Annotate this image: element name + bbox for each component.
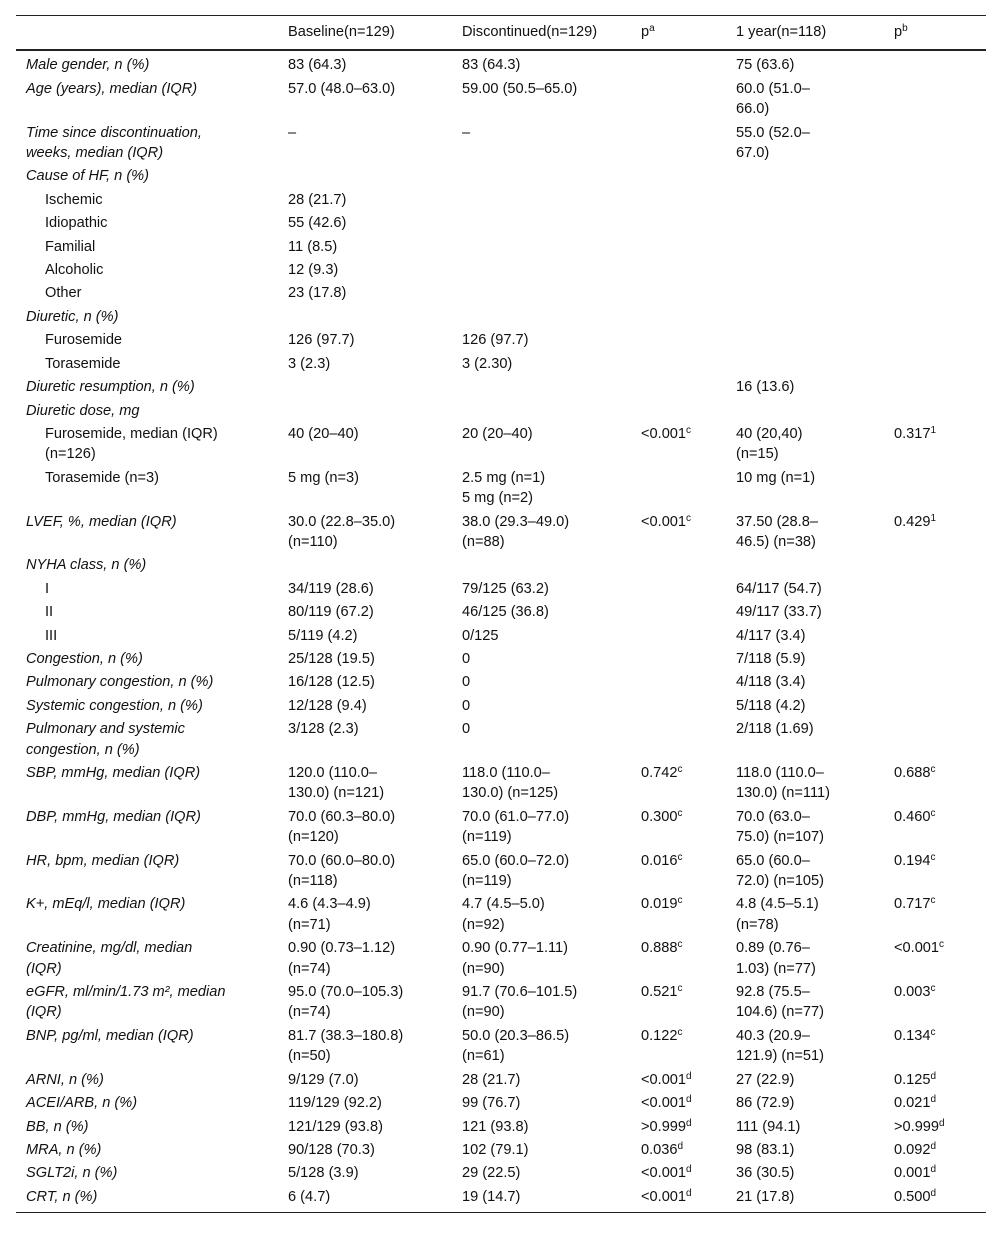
table-cell: 0/125 [462, 627, 499, 644]
table-cell: 50.0 (20.3–86.5) (n=61) [462, 1027, 570, 1065]
table-cell [631, 212, 726, 235]
table-cell [452, 189, 631, 212]
table-cell [631, 578, 726, 601]
table-cell: >0.999$^d$ [641, 1117, 692, 1135]
row-label: ACEI/ARB, n (%) [26, 1095, 138, 1112]
row-label: Alcoholic [45, 262, 104, 279]
table-cell: <0.001$^c$ [641, 512, 692, 530]
table-cell: 2/118 (1.69) [736, 721, 814, 738]
table-cell [726, 353, 884, 376]
table-cell: – [288, 124, 297, 141]
table-row [16, 353, 986, 376]
row-label: Torasemide [45, 355, 121, 372]
table-cell: 0.016$^c$ [641, 851, 683, 869]
table-cell: 16 (13.6) [736, 379, 795, 396]
header-cell-baseline: Baseline(n=129) [288, 24, 395, 40]
table-row [16, 806, 986, 850]
table-cell: 12 (9.3) [288, 262, 339, 279]
table-cell: 70.0 (60.0–80.0) (n=118) [288, 852, 396, 890]
table-cell: 40 (20,40) (n=15) [736, 425, 803, 463]
row-label: Torasemide (n=3) [45, 469, 159, 486]
table-cell [884, 259, 986, 282]
table-cell [631, 50, 726, 77]
table-cell: <0.001$^d$ [641, 1187, 692, 1205]
table-cell: 36 (30.5) [736, 1165, 795, 1182]
table-row [16, 306, 986, 329]
table-row [16, 1162, 986, 1185]
table-cell: 0.742$^c$ [641, 764, 683, 781]
table-cell [452, 400, 631, 423]
table-cell: 0.429$^1$ [894, 512, 937, 530]
table-row [16, 189, 986, 212]
table-cell [631, 306, 726, 329]
table-cell: 20 (20–40) [462, 425, 533, 442]
table-cell: 121 (93.8) [462, 1118, 529, 1135]
table-cell: <0.001$^d$ [641, 1164, 692, 1182]
table-cell: 83 (64.3) [288, 57, 347, 74]
table-cell [884, 165, 986, 188]
table-cell [631, 400, 726, 423]
table-cell: 49/117 (33.7) [736, 604, 822, 621]
table-cell: 98 (83.1) [736, 1141, 795, 1158]
table-cell: 95.0 (70.0–105.3) (n=74) [288, 984, 404, 1021]
table-cell: 0.036$^d$ [641, 1140, 684, 1158]
table-cell [884, 601, 986, 624]
table-cell: 92.8 (75.5– 104.6) (n=77) [736, 984, 825, 1021]
table-row [16, 423, 986, 467]
table-cell: 65.0 (60.0– 72.0) (n=105) [736, 852, 825, 890]
table-cell: 57.0 (48.0–63.0) [288, 80, 396, 97]
table-cell [631, 648, 726, 671]
row-label: II [45, 604, 54, 621]
table-row [16, 1092, 986, 1115]
row-label: NYHA class, n (%) [26, 557, 147, 574]
table-row [16, 937, 986, 981]
table-cell [884, 353, 986, 376]
table-cell: 0.019$^c$ [641, 895, 683, 913]
header-cell-p-a: $p^a$ [641, 23, 655, 40]
row-label: Furosemide, median (IQR) (n=126) [45, 425, 218, 463]
table-cell: 21 (17.8) [736, 1188, 795, 1205]
table-cell: 126 (97.7) [462, 332, 529, 349]
table-cell [726, 554, 884, 577]
table-cell [884, 578, 986, 601]
table-row [16, 282, 986, 305]
table-row [16, 1139, 986, 1162]
row-label: Familial [45, 238, 96, 255]
table-cell: 70.0 (63.0– 75.0) (n=107) [736, 808, 825, 846]
header-row [16, 16, 986, 51]
table-cell: 120.0 (110.0– 130.0) (n=121) [288, 765, 385, 802]
table-cell [452, 554, 631, 577]
row-label: Creatinine, mg/dl, median (IQR) [26, 940, 193, 977]
table-cell [631, 671, 726, 694]
table-cell [884, 695, 986, 718]
row-label: SGLT2i, n (%) [26, 1165, 118, 1182]
table-cell [452, 236, 631, 259]
table-cell: 60.0 (51.0– 66.0) [736, 80, 810, 118]
table-cell: 5 mg (n=3) [288, 469, 359, 486]
table-cell: 4/117 (3.4) [736, 627, 806, 644]
table-cell: 5/118 (4.2) [736, 697, 806, 714]
table-cell: 0 [462, 697, 471, 714]
table-cell: 0.90 (0.77–1.11) (n=90) [462, 940, 569, 977]
table-row [16, 601, 986, 624]
table-cell: 0.021$^d$ [894, 1094, 937, 1112]
table-cell: 0.122$^c$ [641, 1026, 683, 1044]
table-row [16, 400, 986, 423]
row-label: BB, n (%) [26, 1118, 89, 1135]
table-cell [278, 306, 452, 329]
table-cell: 0 [462, 674, 471, 691]
row-label: Cause of HF, n (%) [26, 168, 150, 185]
table-cell [884, 671, 986, 694]
table-cell [884, 189, 986, 212]
table-cell [452, 282, 631, 305]
row-label: Diuretic dose, mg [26, 402, 140, 419]
table-cell: 79/125 (63.2) [462, 580, 549, 597]
table-cell: 70.0 (61.0–77.0) (n=119) [462, 808, 570, 846]
table-row [16, 1025, 986, 1069]
table-cell: 19 (14.7) [462, 1188, 521, 1205]
table-cell [452, 306, 631, 329]
table-cell [631, 78, 726, 122]
table-cell: 0.001$^d$ [894, 1164, 937, 1182]
table-row [16, 1186, 986, 1213]
table-cell: 102 (79.1) [462, 1141, 529, 1158]
row-label: DBP, mmHg, median (IQR) [26, 808, 201, 825]
table-cell: 0.688$^c$ [894, 764, 936, 781]
table-cell [884, 236, 986, 259]
row-label: BNP, pg/ml, median (IQR) [26, 1027, 194, 1044]
table-cell [452, 376, 631, 399]
table-cell: 86 (72.9) [736, 1095, 795, 1112]
table-row [16, 329, 986, 352]
table-cell: 0.717$^c$ [894, 895, 936, 913]
table-row [16, 122, 986, 166]
table-cell: 9/129 (7.0) [288, 1071, 359, 1088]
table-cell: 37.50 (28.8– 46.5) (n=38) [736, 513, 818, 550]
table-cell: 118.0 (110.0– 130.0) (n=111) [736, 765, 830, 802]
table-cell: 6 (4.7) [288, 1188, 331, 1205]
table-cell [631, 601, 726, 624]
header-cell-0 [16, 16, 278, 51]
table-cell: 11 (8.5) [288, 238, 338, 255]
table-cell: 83 (64.3) [462, 57, 521, 74]
table-cell: 0.460$^c$ [894, 807, 936, 825]
table-cell: 55.0 (52.0– 67.0) [736, 124, 810, 162]
table-cell: 0.888$^c$ [641, 939, 683, 957]
table-row [16, 671, 986, 694]
table-cell: 0.500$^d$ [894, 1187, 937, 1205]
table-cell [884, 329, 986, 352]
table-cell [726, 165, 884, 188]
row-label: Congestion, n (%) [26, 650, 143, 667]
table-cell [726, 329, 884, 352]
table-cell: >0.999$^d$ [894, 1117, 945, 1135]
table-row [16, 554, 986, 577]
table-row [16, 50, 986, 77]
row-label: Pulmonary congestion, n (%) [26, 674, 214, 691]
table-row [16, 236, 986, 259]
table-cell: 75 (63.6) [736, 57, 795, 74]
table-cell [631, 353, 726, 376]
table-cell: 119/129 (92.2) [288, 1095, 382, 1112]
data-table [16, 15, 986, 1213]
table-cell: <0.001$^c$ [894, 939, 945, 957]
table-cell: 0.317$^1$ [894, 424, 937, 442]
table-cell [884, 648, 986, 671]
table-cell: 40 (20–40) [288, 425, 359, 442]
table-row [16, 718, 986, 762]
table-cell: 29 (22.5) [462, 1165, 521, 1182]
table-cell [631, 165, 726, 188]
table-cell [631, 376, 726, 399]
table-cell: 27 (22.9) [736, 1071, 795, 1088]
row-label: Male gender, n (%) [26, 57, 150, 74]
table-cell [726, 282, 884, 305]
table-cell [884, 78, 986, 122]
row-label: ARNI, n (%) [26, 1071, 104, 1088]
table-cell: 3/128 (2.3) [288, 721, 359, 738]
table-cell: 23 (17.8) [288, 285, 347, 302]
table-cell [278, 554, 452, 577]
table-cell: 7/118 (5.9) [736, 650, 806, 667]
table-cell [631, 695, 726, 718]
table-row [16, 893, 986, 937]
table-cell [631, 282, 726, 305]
table-cell: 0.300$^c$ [641, 807, 683, 825]
table-cell [726, 189, 884, 212]
table-row [16, 467, 986, 511]
table-cell [278, 400, 452, 423]
table-cell [884, 212, 986, 235]
table-cell [452, 165, 631, 188]
table-cell: 40.3 (20.9– 121.9) (n=51) [736, 1027, 825, 1065]
row-label: Other [45, 285, 82, 302]
row-label: LVEF, %, median (IQR) [26, 513, 177, 530]
table-cell [726, 236, 884, 259]
table-cell: 0 [462, 721, 471, 738]
table-cell [726, 259, 884, 282]
table-cell [884, 625, 986, 648]
header-cell-one-year: 1 year(n=118) [736, 24, 827, 40]
table-cell: 59.00 (50.5–65.0) [462, 80, 578, 97]
table-cell [884, 718, 986, 762]
row-label: eGFR, ml/min/1.73 m², median (IQR) [26, 984, 226, 1021]
table-cell: 0 [462, 650, 471, 667]
table-cell [452, 259, 631, 282]
table-row [16, 1069, 986, 1092]
table-cell: 4.8 (4.5–5.1) (n=78) [736, 896, 819, 933]
table-cell: 0.092$^d$ [894, 1140, 937, 1158]
table-cell: 126 (97.7) [288, 332, 355, 349]
table-cell [726, 400, 884, 423]
table-cell: 0.194$^c$ [894, 851, 936, 869]
table-row [16, 981, 986, 1025]
table-cell [278, 165, 452, 188]
table-cell: 30.0 (22.8–35.0) (n=110) [288, 513, 396, 550]
table-cell: 81.7 (38.3–180.8) (n=50) [288, 1027, 404, 1065]
table-row [16, 648, 986, 671]
table-cell [631, 625, 726, 648]
table-cell: 90/128 (70.3) [288, 1141, 375, 1158]
table-cell: <0.001$^d$ [641, 1094, 692, 1112]
table-cell: 121/129 (93.8) [288, 1118, 383, 1135]
table-cell: 65.0 (60.0–72.0) (n=119) [462, 852, 570, 890]
row-label: III [45, 627, 58, 644]
table-cell: 25/128 (19.5) [288, 650, 375, 667]
table-cell: 5/119 (4.2) [288, 627, 358, 644]
row-label: MRA, n (%) [26, 1141, 102, 1158]
table-cell: 16/128 (12.5) [288, 674, 375, 691]
row-label: Diuretic resumption, n (%) [26, 379, 195, 396]
table-cell: 55 (42.6) [288, 215, 347, 232]
table-cell [631, 718, 726, 762]
table-body [16, 50, 986, 1212]
table-cell: 3 (2.3) [288, 355, 331, 372]
table-cell: 0.125$^d$ [894, 1070, 937, 1088]
table-cell [884, 306, 986, 329]
table-row [16, 511, 986, 555]
row-label: SBP, mmHg, median (IQR) [26, 765, 201, 781]
row-label: Age (years), median (IQR) [26, 80, 198, 97]
table-cell: 0.003$^c$ [894, 983, 936, 1001]
table-cell: 99 (76.7) [462, 1095, 521, 1112]
table-cell: 4.7 (4.5–5.0) (n=92) [462, 896, 545, 933]
table-cell: 38.0 (29.3–49.0) (n=88) [462, 513, 570, 550]
table-row [16, 259, 986, 282]
table-cell: 28 (21.7) [462, 1071, 521, 1088]
row-label: Time since discontinuation, weeks, median (IQR) [26, 124, 202, 162]
table-cell: 3 (2.30) [462, 355, 513, 372]
table-cell: 0.521$^c$ [641, 983, 683, 1001]
table-cell: 70.0 (60.3–80.0) (n=120) [288, 808, 396, 846]
table-cell: 64/117 (54.7) [736, 580, 822, 597]
table-cell: 118.0 (110.0– 130.0) (n=125) [462, 765, 559, 802]
row-label: Pulmonary and systemic congestion, n (%) [26, 721, 185, 758]
table-cell [631, 259, 726, 282]
table-cell: 12/128 (9.4) [288, 697, 367, 714]
table-cell [726, 306, 884, 329]
table-cell [884, 50, 986, 77]
row-label: Idiopathic [45, 215, 108, 232]
table-cell [631, 329, 726, 352]
table-cell: 80/119 (67.2) [288, 604, 374, 621]
table-cell [726, 212, 884, 235]
row-label: CRT, n (%) [26, 1188, 98, 1205]
table-row [16, 625, 986, 648]
row-label: Diuretic, n (%) [26, 308, 119, 325]
table-cell: 10 mg (n=1) [736, 469, 816, 486]
table-cell: 5/128 (3.9) [288, 1165, 359, 1182]
table-cell: 34/119 (28.6) [288, 580, 374, 597]
table-row [16, 1116, 986, 1139]
row-label: Furosemide [45, 332, 123, 349]
table-cell [278, 376, 452, 399]
table-cell: 46/125 (36.8) [462, 604, 549, 621]
table-cell: <0.001$^c$ [641, 424, 692, 442]
row-label: K+, mEq/l, median (IQR) [26, 896, 186, 913]
table-cell [631, 122, 726, 166]
table-cell: 0.89 (0.76– 1.03) (n=77) [736, 940, 816, 977]
table-cell [884, 282, 986, 305]
table-row [16, 376, 986, 399]
header-cell-discontinued: Discontinued(n=129) [462, 24, 598, 40]
table-cell: 4/118 (3.4) [736, 674, 806, 691]
table-cell: <0.001$^d$ [641, 1070, 692, 1088]
table-cell [884, 376, 986, 399]
table-container [16, 15, 986, 1213]
row-label: Systemic congestion, n (%) [26, 697, 203, 714]
table-row [16, 78, 986, 122]
table-cell: 2.5 mg (n=1) 5 mg (n=2) [462, 469, 546, 507]
table-cell: 0.90 (0.73–1.12) (n=74) [288, 940, 396, 977]
table-cell [631, 554, 726, 577]
table-cell [884, 400, 986, 423]
header-cell-p-b: $p^b$ [894, 23, 908, 40]
row-label: HR, bpm, median (IQR) [26, 852, 180, 869]
table-cell [631, 467, 726, 511]
table-cell [631, 189, 726, 212]
table-row [16, 695, 986, 718]
table-cell [884, 122, 986, 166]
row-label: I [45, 580, 50, 597]
table-cell: 91.7 (70.6–101.5) (n=90) [462, 984, 578, 1021]
table-row [16, 850, 986, 894]
table-row [16, 165, 986, 188]
table-cell [452, 212, 631, 235]
table-cell: – [462, 124, 471, 141]
table-cell: 4.6 (4.3–4.9) (n=71) [288, 896, 371, 933]
table-row [16, 578, 986, 601]
table-cell [884, 467, 986, 511]
table-cell: 111 (94.1) [736, 1118, 801, 1135]
table-cell: 0.134$^c$ [894, 1026, 936, 1044]
table-cell: 28 (21.7) [288, 191, 347, 208]
table-cell [631, 236, 726, 259]
table-row [16, 212, 986, 235]
row-label: Ischemic [45, 191, 103, 208]
table-cell [884, 554, 986, 577]
table-row [16, 762, 986, 806]
